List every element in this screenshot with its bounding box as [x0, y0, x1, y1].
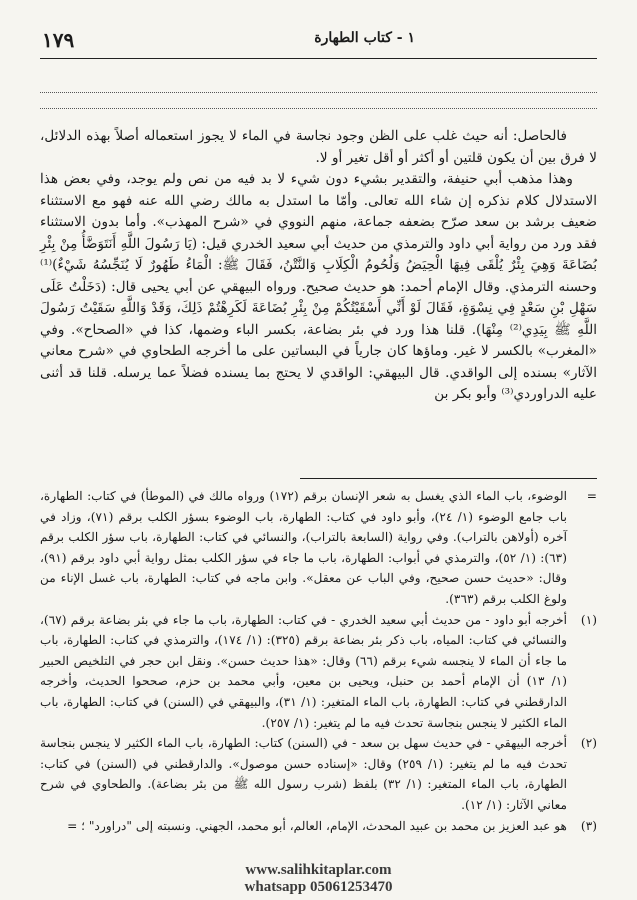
page-number: ١٧٩: [42, 28, 75, 52]
footnote-item: [40, 816, 597, 837]
footnote-mark: (٢): [580, 736, 597, 751]
dotted-line: [40, 92, 597, 93]
footnote-text: هو عبد العزيز بن محمد بن عبيد المحدث، الإمام، العالم، أبو محمد، الجهني. ونسبته إلى "دراورد" ؛ =: [67, 818, 567, 833]
footnote-mark: (١): [580, 612, 597, 627]
footnote-item: [40, 486, 597, 610]
watermark-phone: whatsapp 05061253470: [244, 879, 393, 895]
footnote-item: [40, 610, 597, 734]
page-header: [42, 28, 595, 54]
header-rule: [40, 58, 597, 59]
dotted-line: [40, 108, 597, 109]
running-title: ١ - كتاب الطهارة: [314, 30, 415, 46]
footnote-text: أخرجه البيهقي - في حديث سهل بن سعد - في (السنن) كتاب: الطهارة، باب الماء الكثير لا ينجس بنجاسة تحدث فيه ما لم يتغير: (١/ ٢٥٩) وقال: «إسناده حسن موصول». والدارقطني في (السنن) في كتاب: الطهارة، باب الماء المتغير: (١/ ٣٢) بلفظ (شرب رسول الله ﷺ من بئر بضاعة). والطحاوي في شرح معاني الآثار: (١/ ١٢).: [40, 736, 567, 812]
watermark-url: www.salihkitaplar.com: [245, 862, 392, 878]
footnote-text: أخرجه أبو داود - من حديث أبي سعيد الخدري - في كتاب: الطهارة، باب ما جاء في بئر بضاعة برقم (٦٧)، والنسائي في كتاب: المياه، باب ذكر بئر بضاعة برقم (٣٢٥): (١/ ١٧٤)، والترمذي في كتاب: الطهارة، باب ما جاء أن الماء لا ينجسه شيء برقم (٦٦) وقال: «هذا حديث حسن». ونقل ابن حجر في التلخيص الحبير (١/ ١٣) أن الإمام أحمد بن حنبل، ويحيى بن معين، وأبي محمد بن حزم، صححوا الحديث، وأخرجه الدارقطني في كتاب: الطهارة، باب الماء المتغير: (١/ ٣١)، والبيهقي في (السنن) في كتاب: الطهارة، باب الماء الكثير لا ينجس بنجاسة تحدث فيه ما لم يتغير: (١/ ٢٥٧).: [40, 612, 568, 730]
footnote-text: الوضوء، باب الماء الذي يغسل به شعر الإنسان برقم (١٧٢) ورواه مالك في (الموطأ) في كتاب: الطهارة، باب جامع الوضوء (١/ ٢٤)، وأبو داود في كتاب: الطهارة، باب الوضوء بسؤر الكلب برقم (٧١)، وزاد في آخره (أولاهن بالتراب). وفي رواية (السابعة بالتراب)، والنسائي في كتاب: الطهارة، باب سؤر الكلب برقم (٦٣): (١/ ٥٢)، والترمذي في أبواب: الطهارة، باب ما جاء في سؤر الكلب بمثل رواية أبي داود برقم (٩١)، وقال: «حديث حسن صحيح، وفي الباب عن معقل». وابن ماجه في كتاب: الطهارة، باب غسل الإناء من ولوغ الكلب برقم (٣٦٣).: [40, 489, 568, 606]
footnote-mark: (٣): [580, 818, 597, 833]
paragraph: وهذا مذهب أبي حنيفة، والتقدير بشيء دون شيء لا بد فيه من نص ولم يوجد، وفي بعض هذا الاستدلال كلام نذكره إن شاء الله تعالى. وأمّا ما استدل به مالك رضي الله عنه فهو مع الاستثناء ضعيف برشد بن سعد صرّح بضعفه جماعة، منهم النووي في «شرح المهذب». وأما بدون الاستثناء فقد ورد من رواية أبي داود والترمذي من حديث أبي سعيد الخدري قيل: (يَا رَسُولَ اللَّهِ أَنَتَوَضَّأُ مِنْ بِئْرِ بُضَاعَةَ وَهِيَ بِئْرٌ يُلْقَى فِيهَا الْحِيَضُ وَلُحُومُ الْكِلَابِ وَالنَّتْنُ، فَقَالَ ﷺ: الْمَاءُ طَهُورٌ لَا يُنَجِّسُهُ شَيْءٌ)⁽¹⁾ وحسنه الترمذي. وقال الإمام أحمد: هو حديث صحيح. ورواه البيهقي عن أبي يحيى قال: (دَخَلْتُ عَلَى سَهْلِ بْنِ سَعْدٍ فِي نِسْوَةٍ، فَقَالَ لَوْ أَنِّي أَسْقَيْتُكُمْ مِنْ بِئْرِ بُضَاعَةَ لَكَرِهْتُمْ ذَلِكَ، وَقَدْ وَاللَّهِ سَقَيْتُ رَسُولَ اللَّهِ ﷺ بِيَدِي⁽²⁾ مِنْهَا). قلنا هذا ورد في بئر بضاعة، بكسر الباء وضمها، كذا في «الصحاح». وفي «المغرب» بالكسر لا غير. وماؤها كان جارياً في البساتين على ما أخرجه الطحاوي في «شرح معاني الآثار» بسنده إلى الواقدي. قال البيهقي: الواقدي لا يحتج بما يسنده فضلاً عما يرسله. قلنا قد أثنى عليه الدراوردي⁽³⁾ وأبو بكر بن: [40, 171, 597, 402]
footnote-item: [40, 733, 597, 815]
watermark: [0, 862, 637, 896]
footnote-mark: =: [586, 489, 597, 503]
main-text: [40, 126, 597, 406]
paragraph: فالحاصل: أنه حيث غلب على الظن وجود نجاسة في الماء لا يجوز استعماله أصلاً بهذه الدلائل، لا فرق بين أن يكون قلتين أو أكثر أو أقل تغير أو لا.: [40, 128, 597, 166]
footnote-separator: [300, 478, 597, 479]
footnotes: [40, 486, 597, 836]
